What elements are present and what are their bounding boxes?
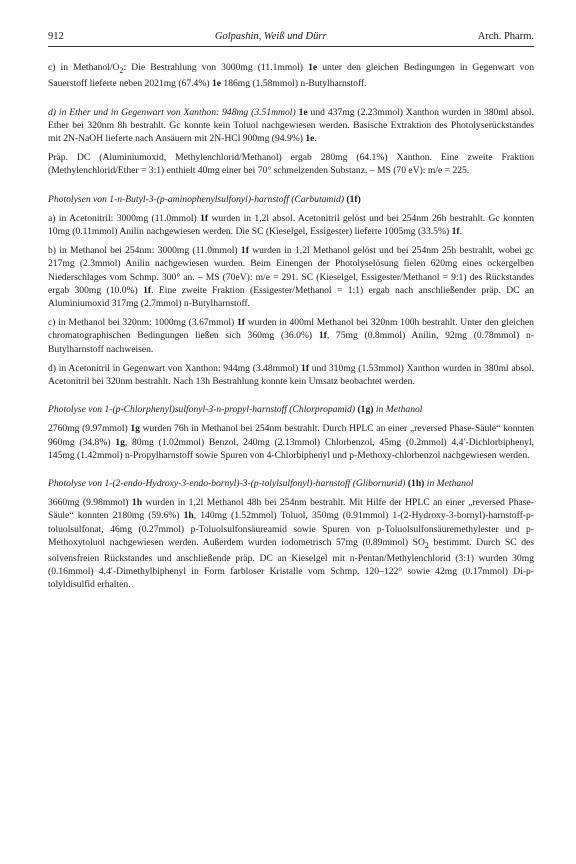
page (48, 30, 534, 598)
section-gap (48, 184, 534, 193)
page-number: 912 (48, 31, 64, 42)
article-body (48, 61, 534, 591)
paragraph: c) in Methanol bei 320nm: 1000mg (3.67mmol) 1f wurden in 400ml Methanol bei 320nm 100h bestrahlt. Unter den gleichen chromatographischen Bedingungen ließen sich 360mg (36.0%) 1f, 75mg (0.8mmol) Anilin, 92mg (0.78mmol) n-Butylharnstoff nachweisen. (48, 317, 534, 355)
paragraph: d) in Acetonitril in Gegenwart von Xanthon: 944mg (3.48mmol) 1f und 310mg (1.53mmol) Xanthon wurden in 380ml absol. Acetonitril bei 320nm bestrahlt. Nach 13h Bestrahlung konnte kein Umsatz beobachtet werden. (48, 362, 534, 387)
section-gap (48, 394, 534, 403)
paragraph: 2760mg (9.97mmol) 1g wurden 76h in Methanol bei 254nm bestrahlt. Durch HPLC an einer „reversed Phase-Säule“ konnten 960mg (34.8%) 1g, 80mg (1.02mmol) Benzol, 240mg (2.13mmol) Chlorbenzol, 45mg (0.2mmol) 4,4′-Dichlorbiphenyl, 145mg (1.42mmol) n-Propylharnstoff sowie Spuren von 4-Chlorbiphenyl und p-Methoxy-chlorbenzol nachgewiesen werden. (48, 423, 535, 461)
paragraph: c) in Methanol/$O_2$: Die Bestrahlung von 3000mg (11.1mmol) 1e unter den gleichen Bedingungen in Gegenwart von Sauerstoff lieferte neben 2021mg (67.4%) 1e 186mg (1.58mmol) n-Butylharnstoff. (48, 62, 535, 90)
paragraph: Präp. DC (Aluminiumoxid, Methylenchlorid/Methanol) ergab 280mg (64.1%) Xanthon. Eine zweite Fraktion (Methylenchlorid/Ether = 3:1) enthielt 40mg einer bei 70° schmelzenden Substanz. – MS (70 eV): m/e = 225. (48, 152, 534, 177)
section-gap (48, 97, 534, 106)
section-gap (48, 468, 534, 477)
section-heading: Photolyse von 1-(2-endo-Hydroxy-3-endo-bornyl)-3-(p-tolylsulfonyl)-harnstoff (Glibornurid) (1h) in Methanol (48, 477, 474, 489)
journal-name: Arch. Pharm. (477, 31, 534, 42)
section-heading: Photolysen von 1-n-Butyl-3-(p-aminophenylsulfonyl)-harnstoff (Carbutamid) (1f) (48, 193, 361, 205)
running-header (48, 30, 534, 47)
paragraph: 3660mg (9.98mmol) 1h wurden in 1,2l Methanol 48h bei 254nm bestrahlt. Mit Hilfe der HPLC an einer „reversed Phase-Säule“ konnten 2180mg (59.6%) 1h, 140mg (1.52mmol) Toluol, 350mg (0.91mmol) 1-(2-Hydroxy-3-bornyl)-harnstoff-p-toluolsulfonat, 46mg (0.27mmol) p-Toluolsulfonsäureamid sowie Spuren von p-Toluolsulfonsäuremethylester und p-Methoxytoluol nachgewiesen werden. Außerdem wurden iodometrisch 57mg (0.89mmol) $SO_2$ bestimmt. Durch SC des solvensfreien Rückstandes und anschließende präp. DC an Kieselgel mit n-Pentan/Methylenchlorid (3:1) wurden 30mg (0.16mmol) 4,4′-Dimethylbiphenyl in Form farbloser Kristalle vom Schmp. 120–122° sowie 42mg (0.17mmol) Di-p-tolyldisulfid erhalten. (48, 497, 534, 591)
running-title: Golpashin, Weiß und Dürr (214, 31, 327, 42)
paragraph: b) in Methanol bei 254nm: 3000mg (11.0mmol) 1f wurden in 1,2l Methanol gelöst und bei 254nm 25h bestrahlt, wobei gc 217mg (2.3mmol) Anilin nachgewiesen wurden. Beim Einengen der Photolyselösung fielen 620mg eines ockergelben Niederschlages vom Schmp. 300° an. – MS (70eV): m/e = 291. SC (Kieselgel, Essigester/Methanol = 9:1) des Rückstandes ergab 300mg (10.0%) 1f. Eine zweite Fraktion (Essigester/Methanol = 1:1) ergab nach anschließender präp. DC an Aluminiumoxid 317mg (2.7mmol) n-Butylharnstoff. (48, 245, 534, 309)
paragraph: d) in Ether und in Gegenwart von Xanthon: 948mg (3.51mmol) 1e und 437mg (2.23mmol) Xanthon wurden in 380ml absol. Ether bei 320nm 8h bestrahlt. Gc konnte kein Toluol nachgewiesen werden. Basische Extraktion des Photolyserückstandes mit 2N-NaOH lieferte nach Ansäuern mit 2N-HCl 900mg (94.9%) 1e. (48, 106, 534, 144)
paragraph: a) in Acetonitril: 3000mg (11.0mmol) 1f wurden in 1,2l absol. Acetonitril gelöst und bei 254nm 26h bestrahlt. Gc konnten 10mg (0.11mmol) Anilin nachgewiesen werden. Die SC (Kieselgel, Essigester) lieferte 1005mg (33.5%) 1f. (48, 212, 534, 237)
section-heading: Photolyse von 1-(p-Chlorphenyl)sulfonyl-3-n-propyl-harnstoff (Chlorpropamid) (1g) in Methanol (48, 404, 423, 416)
